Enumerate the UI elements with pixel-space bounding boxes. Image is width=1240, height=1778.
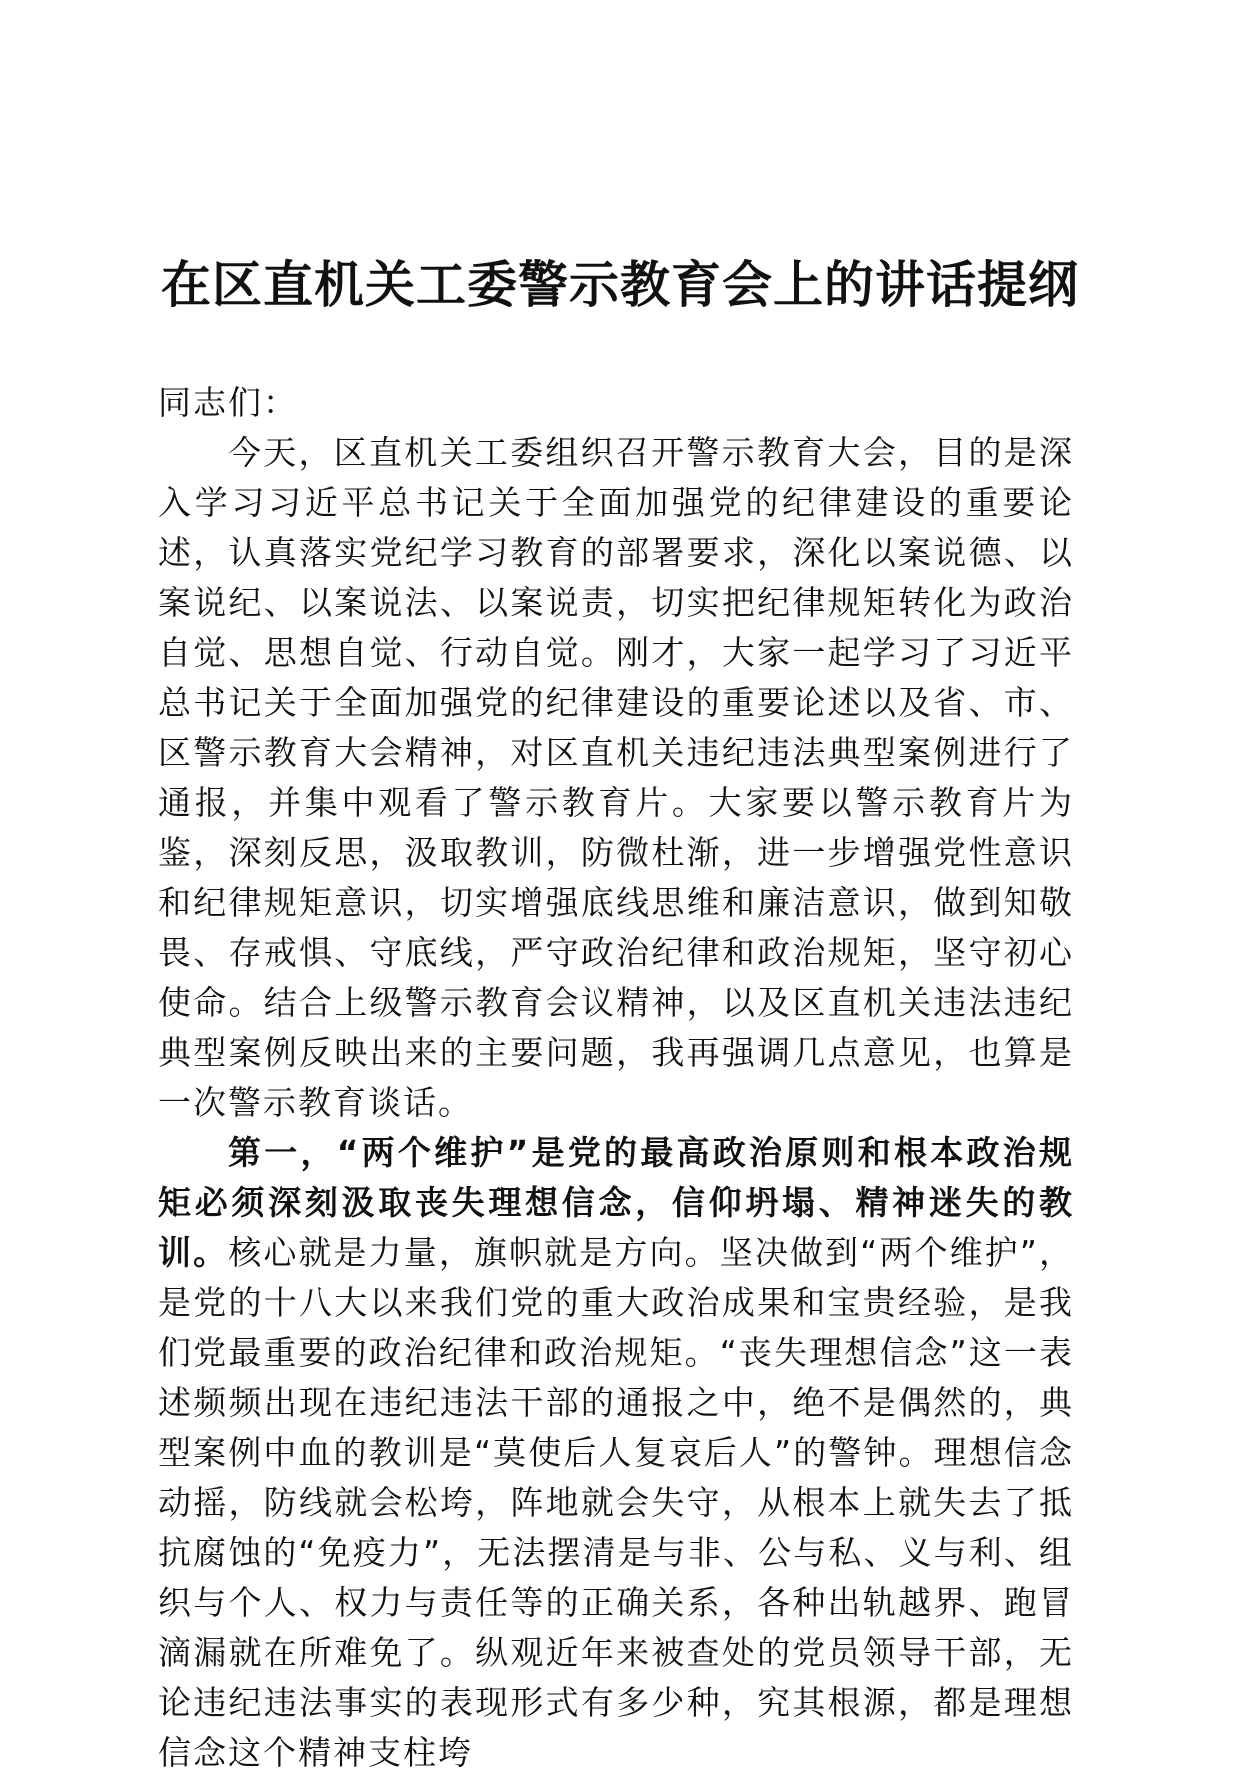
- document-title: 在区直机关工委警示教育会上的讲话提纲: [161, 255, 1079, 314]
- paragraph-intro-text: 今天，区直机关工委组织召开警示教育大会，目的是深入学习习近平总书记关于全面加强党的纪律建设的重要论述，认真落实党纪学习教育的部署要求，深化以案说德、以案说纪、以案说法、以案说责，切实把纪律规矩转化为政治自觉、思想自觉、行动自觉。刚才，大家一起学习了习近平总书记关于全面加强党的纪律建设的重要论述以及省、市、区警示教育大会精神，对区直机关违纪违法典型案例进行了通报，并集中观看了警示教育片。大家要以警示教育片为鉴，深刻反思，汲取教训，防微杜渐，进一步增强党性意识和纪律规矩意识，切实增强底线思维和廉洁意识，做到知敬畏、存戒惧、守底线，严守政治纪律和政治规矩，坚守初心使命。结合上级警示教育会议精神，以及区直机关违法违纪典型案例反映出来的主要问题，我再强调几点意见，也算是一次警示教育谈话。: [158, 433, 1074, 1122]
- paragraph-point-one-heading: 第一，“两个维护”是党的最高政治原则和根本政治规矩必须深刻汲取丧失理想信念，信仰坍塌、精神迷失的教训。: [158, 1133, 1074, 1272]
- paragraph-point-one-text: 核心就是力量，旗帜就是方向。坚决做到“两个维护”，是党的十八大以来我们党的重大政治成果和宝贵经验，是我们党最重要的政治纪律和政治规矩。“丧失理想信念”这一表述频频出现在违纪违法干部的通报之中，绝不是偶然的，典型案例中血的教训是“莫使后人复哀后人”的警钟。理想信念动摇，防线就会松垮，阵地就会失守，从根本上就失去了抵抗腐蚀的“免疫力”，无法摆清是与非、公与私、义与利、组织与个人、权力与责任等的正确关系，各种出轨越界、跑冒滴漏就在所难免了。纵观近年来被查处的党员领导干部，无论违纪违法事实的表现形式有多少种，究其根源，都是理想信念这个精神支柱垮: [158, 1233, 1074, 1772]
- document-body: [158, 378, 1074, 1778]
- salutation: 同志们：: [158, 383, 298, 422]
- paragraph-point-one: [158, 1128, 1074, 1778]
- paragraph-intro: [158, 428, 1074, 1128]
